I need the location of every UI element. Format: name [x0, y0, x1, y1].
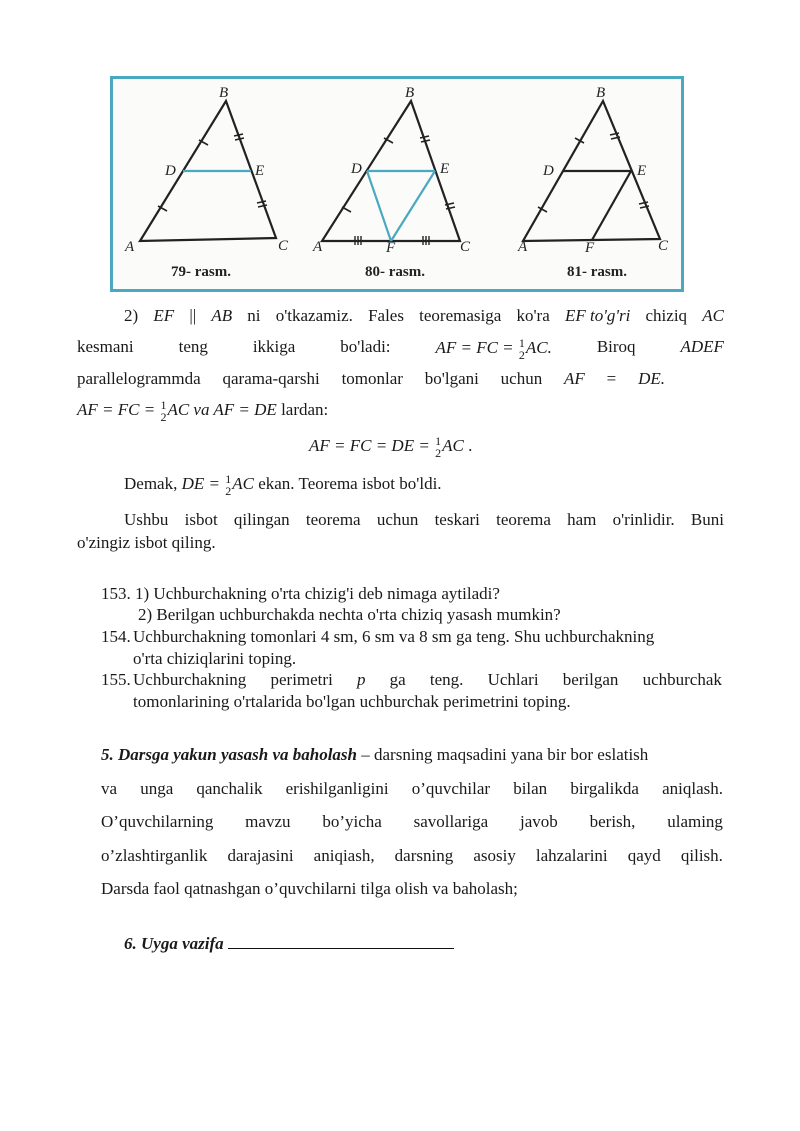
fig80-ef — [391, 171, 435, 241]
fig81-label-e: E — [637, 163, 647, 179]
proof-line-1: 2) EF || AB ni o'tkazamiz. Fales teoremasiga ko'ra EF to'g'ri chiziq AC — [124, 306, 724, 325]
section5-line-1: 5. Darsga yakun yasash va baholash – darsning maqsadini yana bir bor eslatish — [101, 745, 649, 764]
fig81-label-a: A — [518, 239, 528, 255]
fig80-label-f: F — [386, 240, 396, 256]
fig79-caption: 79- rasm. — [171, 264, 231, 280]
triangle-figures — [113, 79, 681, 289]
fig81-label-f: F — [585, 240, 595, 256]
exercise-155-number: 155. — [101, 670, 131, 689]
section5-line-4: o’zlashtirganlik darajasini aniqiash, darsning asosiy lahzalarini qayd qilish. — [101, 846, 723, 865]
fig80-label-d: D — [351, 161, 362, 177]
fig79-label-b: B — [219, 85, 229, 101]
exercise-153-q1: 153. 1) Uchburchakning o'rta chizig'i deb nimaga aytiladi? — [101, 584, 500, 603]
fig79-label-d: D — [165, 163, 176, 179]
fig80-label-e: E — [440, 161, 450, 177]
fig80-caption: 80- rasm. — [365, 264, 425, 280]
proof-line-4: AF = FC = 1 2 AC va AF = DE lardan: — [77, 398, 329, 424]
proof-line-8: o'zingiz isbot qiling. — [77, 533, 216, 552]
exercise-154-line-2: o'rta chiziqlarini toping. — [133, 649, 297, 668]
fig80-label-a: A — [313, 239, 323, 255]
proof-line-3: parallelogrammda qarama-qarshi tomonlar bo'lgani uchun AF = DE. — [77, 369, 665, 388]
fraction-half: 1 2 — [225, 472, 232, 498]
fraction-half: 1 2 — [435, 434, 442, 460]
exercise-155-line-1: Uchburchakning perimetri p ga teng. Uchlari berilgan uchburchak — [133, 670, 722, 689]
section5-line-5: Darsda faol qatnashgan o’quvchilarni tilga olish va baholash; — [101, 879, 518, 898]
proof-line-7: Ushbu isbot qilingan teorema uchun teskari teorema ham o'rinlidir. Buni — [124, 510, 724, 529]
proof-line-2: kesmani teng ikkiga bo'ladi: AF = FC = 1 2 AC. Biroq ADEF — [77, 336, 724, 362]
fig80-label-c: C — [460, 239, 471, 255]
section5-title: 5. Darsga yakun yasash va baholash — [101, 745, 357, 764]
fig79-label-a: A — [125, 239, 135, 255]
exercise-154-number: 154. — [101, 627, 131, 646]
answer-blank-line — [228, 932, 454, 949]
fig80-df — [367, 171, 391, 241]
fraction-half: 1 2 — [518, 336, 525, 362]
fig80-label-b: B — [405, 85, 415, 101]
fig79-label-e: E — [255, 163, 265, 179]
figures-panel — [110, 76, 684, 292]
exercise-154-line-1: Uchburchakning tomonlari 4 sm, 6 sm va 8 sm ga teng. Shu uchburchakning — [133, 627, 655, 646]
section6-title: 6. Uyga vazifa — [124, 934, 224, 953]
fig81-ef — [592, 171, 631, 240]
fig79-label-c: C — [278, 238, 289, 254]
exercise-153-q2: 2) Berilgan uchburchakda nechta o'rta chiziq yasash mumkin? — [138, 605, 561, 624]
proof-formula: AF = FC = DE = 1 2 AC . — [309, 434, 473, 460]
section5-line-3: O’quvchilarning mavzu bo’yicha savollariga javob berish, ulaming — [101, 812, 723, 831]
fig81-caption: 81- rasm. — [567, 264, 627, 280]
fig81-label-c: C — [658, 238, 669, 254]
fraction-half: 1 2 — [160, 398, 167, 424]
section5-line-2: va unga qanchalik erishilganligini o’quvchilar bilan birgalikda aniqlash. — [101, 779, 723, 798]
exercise-155-line-2: tomonlarining o'rtalarida bo'lgan uchburchak perimetrini toping. — [133, 692, 571, 711]
section6-line — [124, 932, 454, 954]
fig81-label-b: B — [596, 85, 606, 101]
fig81-label-d: D — [543, 163, 554, 179]
proof-conclusion: Demak, DE = 1 2 AC ekan. Teorema isbot bo'ldi. — [124, 472, 442, 498]
